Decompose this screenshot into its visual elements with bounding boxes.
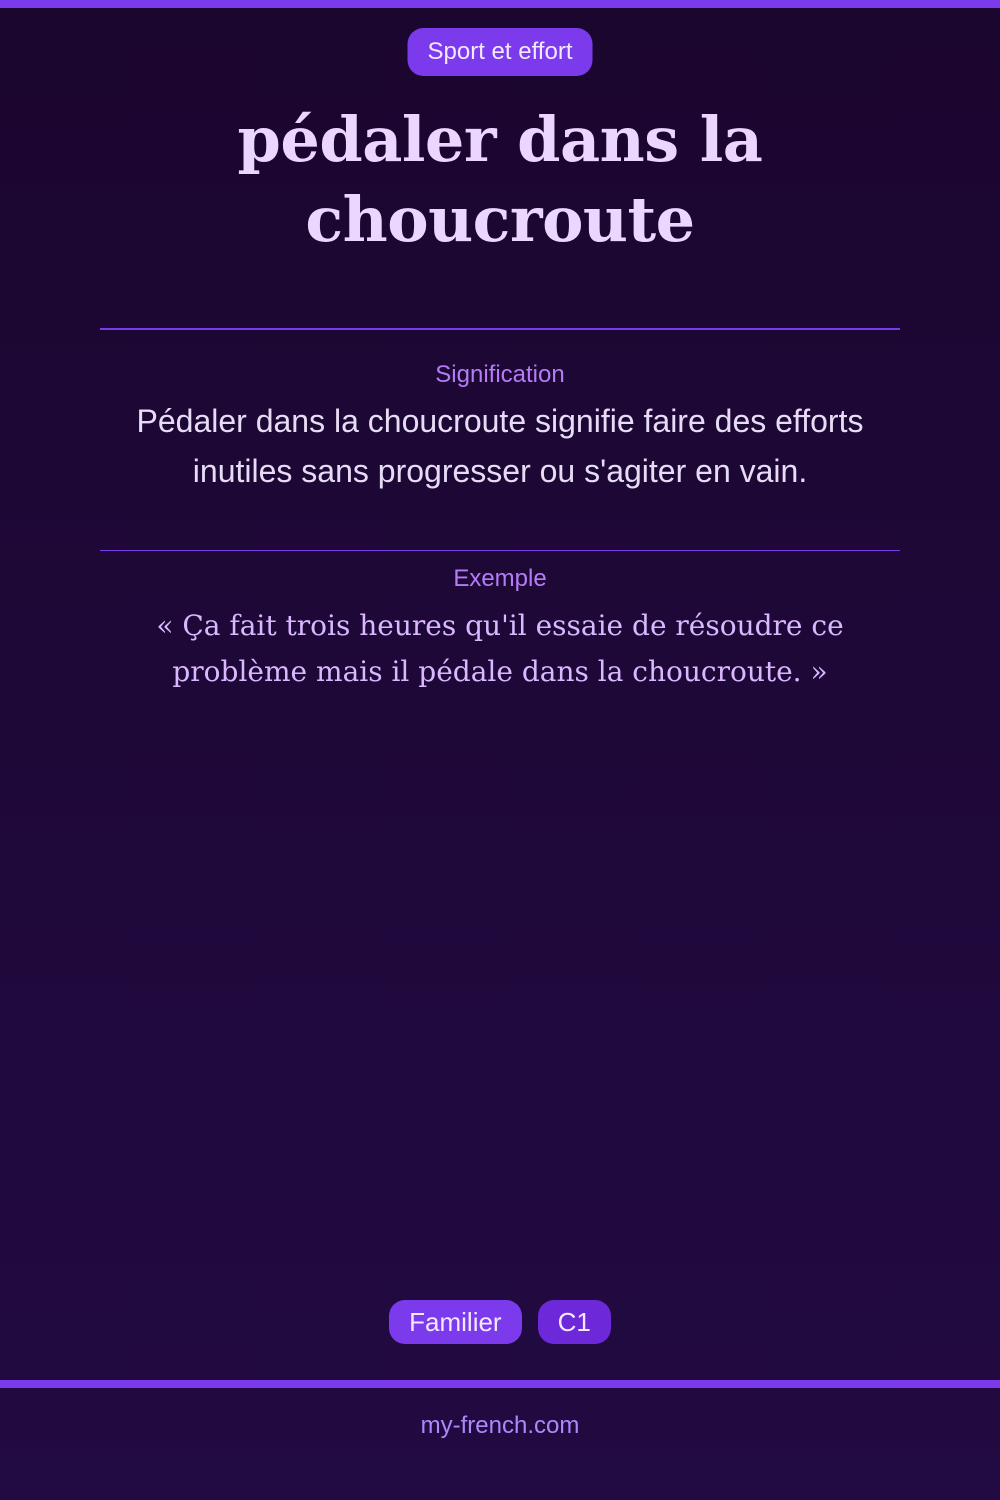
footer-site-name: my-french.com [420,1412,580,1439]
divider-meaning [100,328,900,330]
tag-list [0,1300,1000,1344]
bottom-accent-bar [0,1380,1000,1388]
top-accent-bar [0,0,1000,8]
register-badge: Familier [389,1300,521,1344]
level-badge: C1 [538,1300,611,1344]
example-sentence: « Ça fait trois heures qu'il essaie de résoudre ce problème mais il pédale dans la choucroute. » [156,609,844,688]
expression-title: pédaler dans la choucroute [237,103,763,256]
meaning-label: Signification [435,361,565,388]
example-label: Exemple [453,565,547,592]
divider-example [100,550,900,551]
category-badge: Sport et effort [408,28,593,76]
meaning-text: Pédaler dans la choucroute signifie faire des efforts inutiles sans progresser ou s'agiter en vain. [136,403,864,489]
